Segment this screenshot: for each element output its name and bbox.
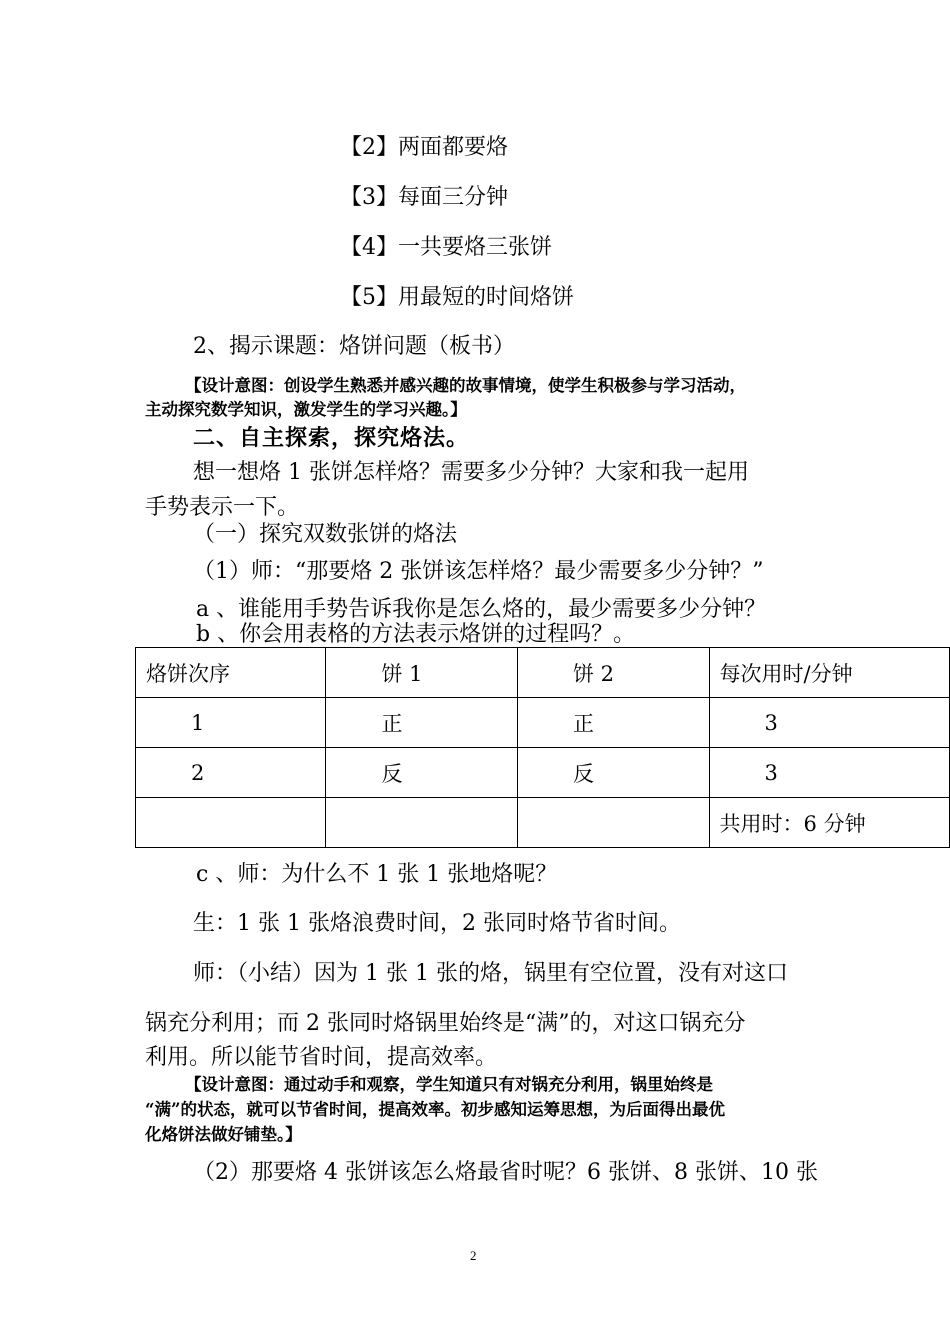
table-header-cell: 每次用时/分钟 xyxy=(709,648,949,698)
table-cell xyxy=(136,798,326,848)
table-cell: 2 xyxy=(136,748,326,798)
table-cell: 正 xyxy=(326,698,518,748)
question-b: b 、你会用表格的方法表示烙饼的过程吗？。 xyxy=(196,622,636,647)
table-header-cell: 饼 2 xyxy=(518,648,710,698)
para-think-line2: 手势表示一下。 xyxy=(145,495,300,520)
design-note-2-line2: “满”的状态，就可以节省时间，提高效率。初步感知运筹思想，为后面得出最优 xyxy=(145,1100,725,1119)
design-note-2-line3: 化烙饼法做好铺垫。】 xyxy=(145,1125,302,1144)
list-item-2: 【2】两面都要烙 xyxy=(340,135,508,160)
design-note-1-line2: 主动探究数学知识，激发学生的学习兴趣。】 xyxy=(145,400,467,419)
table-row xyxy=(136,698,950,748)
table-cell xyxy=(326,798,518,848)
table-cell: 3 xyxy=(709,698,949,748)
teacher-summary-line2: 锅充分利用；而 2 张同时烙锅里始终是“满”的，对这口锅充分 xyxy=(145,1011,746,1036)
list-item-4: 【4】一共要烙三张饼 xyxy=(340,235,552,260)
table-cell xyxy=(518,798,710,848)
table-cell: 反 xyxy=(326,748,518,798)
table-row xyxy=(136,748,950,798)
list-item-3: 【3】每面三分钟 xyxy=(340,185,508,210)
question-c: c 、师：为什么不 1 张 1 张地烙呢？ xyxy=(196,862,558,887)
design-note-2-line1: 【设计意图：通过动手和观察，学生知道只有对锅充分利用，锅里始终是 xyxy=(185,1075,713,1094)
page-number: 2 xyxy=(470,1248,477,1263)
table-cell: 3 xyxy=(709,748,949,798)
reveal-topic: 2、揭示课题：烙饼问题（板书） xyxy=(193,334,515,359)
table-cell: 正 xyxy=(518,698,710,748)
teacher-summary-line3: 利用。所以能节省时间，提高效率。 xyxy=(145,1045,498,1070)
list-item-5: 【5】用最短的时间烙饼 xyxy=(340,285,574,310)
subsection-heading: （一）探究双数张饼的烙法 xyxy=(193,522,458,547)
table-header-cell: 烙饼次序 xyxy=(136,648,326,698)
question-2: （2）那要烙 4 张饼该怎么烙最省时呢？6 张饼、8 张饼、10 张 xyxy=(193,1160,818,1185)
table-cell: 1 xyxy=(136,698,326,748)
table-total-cell: 共用时：6 分钟 xyxy=(709,798,949,848)
table-header-row xyxy=(136,648,950,698)
table-header-cell: 饼 1 xyxy=(326,648,518,698)
design-note-1-line1: 【设计意图：创设学生熟悉并感兴趣的故事情境，使学生积极参与学习活动， xyxy=(185,376,746,395)
para-think-line1: 想一想烙 1 张饼怎样烙？需要多少分钟？大家和我一起用 xyxy=(193,460,749,485)
pancake-table xyxy=(135,647,950,848)
table-cell: 反 xyxy=(518,748,710,798)
question-a: a 、谁能用手势告诉我你是怎么烙的，最少需要多少分钟？ xyxy=(196,597,767,622)
teacher-summary-line1: 师：（小结）因为 1 张 1 张的烙，锅里有空位置，没有对这口 xyxy=(193,961,788,986)
question-1: （1）师：“那要烙 2 张饼该怎样烙？最少需要多少分钟？” xyxy=(193,559,764,584)
table-row xyxy=(136,798,950,848)
section-heading: 二、自主探索，探究烙法。 xyxy=(193,425,470,451)
student-answer: 生：1 张 1 张烙浪费时间，2 张同时烙节省时间。 xyxy=(193,911,681,936)
